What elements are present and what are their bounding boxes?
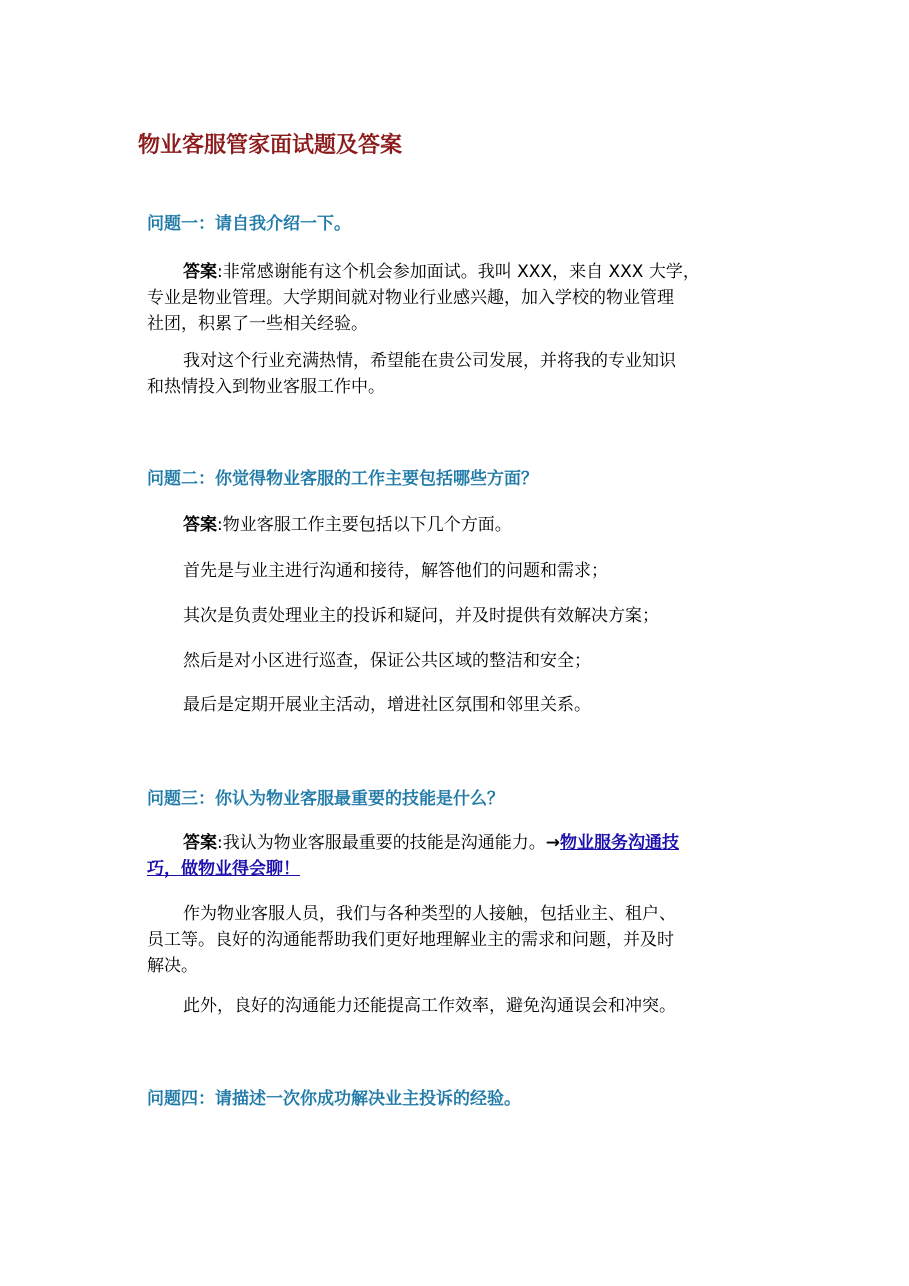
answer-separator: : bbox=[217, 262, 223, 282]
answer-1-line-2: 专业是物业管理。大学期间就对物业行业感兴趣，加入学校的物业管理 bbox=[147, 288, 674, 308]
list-item-text: 最后是定期开展业主活动，增进社区氛围和邻里关系。 bbox=[183, 695, 591, 715]
answer-2-text: 物业客服工作主要包括以下几个方面。 bbox=[222, 515, 512, 535]
answer-1-paragraph bbox=[147, 259, 787, 337]
list-item-text: 然后是对小区进行巡查，保证公共区域的整洁和安全； bbox=[183, 651, 591, 671]
answer-2-line bbox=[147, 512, 787, 538]
answer-3-paragraph bbox=[147, 830, 787, 882]
answer-2-paragraph bbox=[147, 512, 787, 538]
question-4-heading: 问题四：请描述一次你成功解决业主投诉的经验。 bbox=[147, 1089, 521, 1109]
answer-label: 答案 bbox=[183, 833, 217, 853]
paragraph-line: 解决。 bbox=[147, 956, 198, 976]
paragraph-line: 员工等。良好的沟通能帮助我们更好地理解业主的需求和问题，并及时 bbox=[147, 930, 674, 950]
paragraph-line: 作为物业客服人员，我们与各种类型的人接触，包括业主、租户、 bbox=[183, 904, 676, 924]
question-3-heading: 问题三：你认为物业客服最重要的技能是什么？ bbox=[147, 789, 504, 809]
answer-label: 答案 bbox=[183, 262, 217, 282]
answer-3-text: 我认为物业客服最重要的技能是沟通能力。 bbox=[222, 833, 546, 853]
list-item bbox=[147, 648, 787, 674]
answer-1-text: 非常感谢能有这个机会参加面试。我叫 XXX，来自 XXX 大学， bbox=[222, 262, 700, 282]
answer-label: 答案 bbox=[183, 515, 217, 535]
answer-separator: : bbox=[217, 515, 223, 535]
list-item bbox=[147, 558, 787, 584]
paragraph-line: 我对这个行业充满热情，希望能在贵公司发展，并将我的专业知识 bbox=[183, 351, 676, 371]
article-link[interactable]: 物业服务沟通技 bbox=[559, 833, 679, 853]
list-item-text: 其次是负责处理业主的投诉和疑问，并及时提供有效解决方案； bbox=[183, 606, 659, 626]
list-item-text: 首先是与业主进行沟通和接待，解答他们的问题和需求； bbox=[183, 561, 608, 581]
question-1-heading: 问题一：请自我介绍一下。 bbox=[147, 214, 351, 234]
answer-3-line-1 bbox=[147, 830, 787, 856]
answer-1-line-1 bbox=[147, 259, 787, 285]
question-2-heading: 问题二：你觉得物业客服的工作主要包括哪些方面？ bbox=[147, 469, 538, 489]
paragraph-line: 和热情投入到物业客服工作中。 bbox=[147, 377, 385, 397]
answer-1-line-3: 社团，积累了一些相关经验。 bbox=[147, 314, 368, 334]
answer-separator: : bbox=[217, 833, 223, 853]
answer-1-paragraph-2 bbox=[147, 348, 787, 400]
list-item bbox=[147, 692, 787, 718]
answer-3-line-2 bbox=[147, 856, 787, 882]
list-item bbox=[147, 603, 787, 629]
document-title: 物业客服管家面试题及答案 bbox=[138, 132, 403, 158]
article-link-continued[interactable]: 巧，做物业得会聊！ bbox=[147, 859, 300, 879]
paragraph-line: 此外，良好的沟通能力还能提高工作效率，避免沟通误会和冲突。 bbox=[183, 996, 676, 1016]
answer-3-paragraph-3 bbox=[147, 993, 787, 1019]
answer-3-paragraph-2 bbox=[147, 901, 787, 979]
arrow-right-icon: → bbox=[545, 833, 560, 853]
